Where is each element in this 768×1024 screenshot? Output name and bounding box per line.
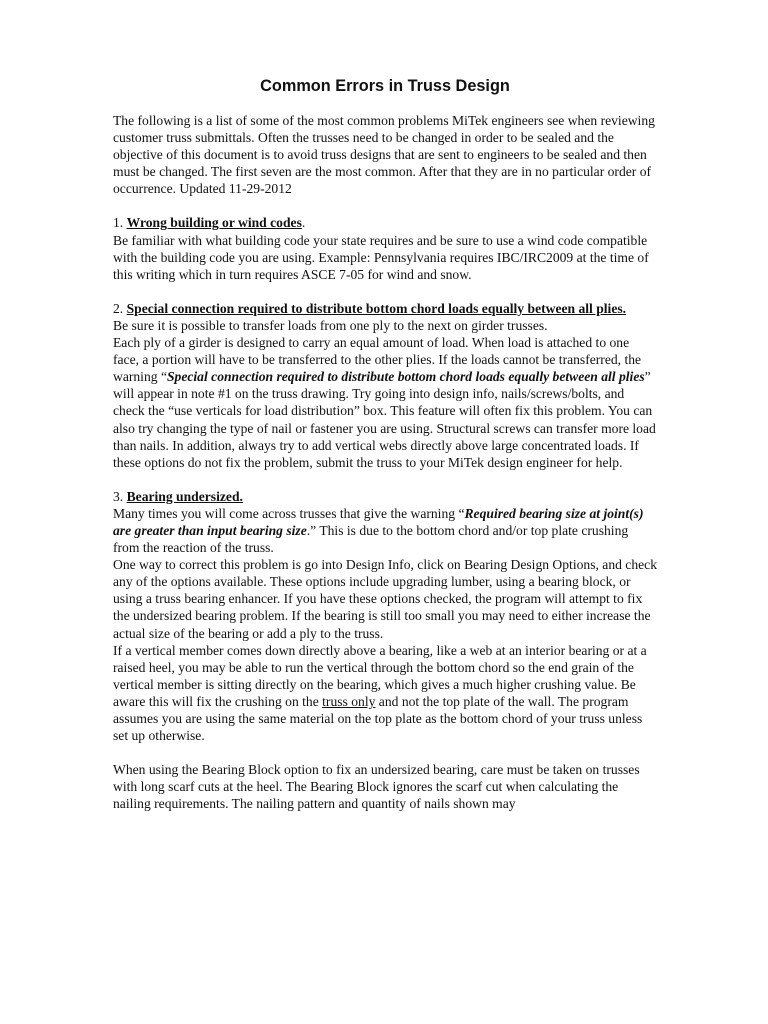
section-2-heading [113, 300, 657, 317]
document-title: Common Errors in Truss Design [260, 77, 510, 95]
section-1-title: Wrong building or wind codes [126, 215, 302, 231]
section-2-text: ” will appear in note #1 on the truss drawing. Try going into design info, nails/screws/bolts, and check the “use verticals for load distribution” box. This feature will often fix this problem. You can also try changing the type of nail or fastener you are using. Structural screws can transfer more load than nails. In addition, always try to add vertical webs directly above large concentrated loads. If these options do not fix the problem, submit the truss to your MiTek design engineer for help. [113, 369, 656, 470]
section-1-number: 1. [113, 215, 127, 231]
section-2-title: Special connection required to distribute bottom chord loads equally between all plies. [126, 300, 627, 316]
section-2-number: 2. [113, 300, 127, 316]
section-2-warning-text: Special connection required to distribute bottom chord loads equally between all plies [166, 369, 645, 385]
section-1-body: Be familiar with what building code your state requires and be sure to use a wind code compatible with the building code you are using. Example: Pennsylvania requires IBC/IRC2009 at the time of this writing which in turn requires ASCE 7-05 for wind and snow. [113, 232, 649, 282]
section-3-paragraph-2: One way to correct this problem is go into Design Info, click on Bearing Design Options, and check any of the options available. These options include upgrading lumber, using a bearing block, or using a truss bearing enhancer. If you have these options checked, the program will attempt to fix the undersized bearing problem. If the bearing is still too small you may need to either increase the actual size of the bearing or add a ply to the truss. [113, 557, 658, 641]
section-3-number: 3. [113, 488, 127, 504]
spacer [113, 283, 657, 300]
section-1-heading-end: . [301, 215, 306, 231]
spacer [113, 744, 657, 761]
spacer [113, 471, 657, 488]
section-1-heading [113, 214, 657, 231]
section-3-paragraph-1 [113, 505, 657, 556]
section-3-title: Bearing undersized. [126, 488, 243, 504]
section-3-text: .” This is due to the bottom chord and/or top plate crushing from the reaction of the truss. [113, 522, 629, 556]
document-page [113, 76, 657, 812]
section-3-text: and not the top plate of the wall. The program assumes you are using the same material on the top plate as the bottom chord of your truss unless set up otherwise. [113, 693, 643, 744]
section-3-underlined-text: truss only [322, 693, 376, 709]
section-3-text: Many times you will come across trusses that give the warning “ [113, 505, 465, 521]
intro-paragraph: The following is a list of some of the most common problems MiTek engineers see when reviewing customer truss submittals. Often the trusses need to be changed in order to be sealed and the objective of this document is to avoid truss designs that are sent to engineers to be sealed and then must be changed. The first seven are the most common. After that they are in no particular order of occurrence. Updated 11-29-2012 [113, 113, 655, 197]
section-2-paragraph-2 [113, 334, 657, 471]
section-3-paragraph-3 [113, 642, 657, 745]
section-3-text: If a vertical member comes down directly above a bearing, like a web at an interior bearing or at a raised heel, you may be able to run the vertical through the bottom chord so the end grain of the vertical member is sitting directly on the bearing, which gives a much higher crushing value. Be aware this will fix the crushing on the [113, 642, 647, 709]
spacer [113, 197, 657, 214]
section-3-heading [113, 488, 657, 505]
section-3-paragraph-4: When using the Bearing Block option to fix an undersized bearing, care must be taken on trusses with long scarf cuts at the heel. The Bearing Block ignores the scarf cut when calculating the nailing requirements. The nailing pattern and quantity of nails shown may [113, 762, 640, 812]
section-3-warning-text: Required bearing size at joint(s) are greater than input bearing size [113, 505, 644, 538]
section-2-text: Each ply of a girder is designed to carry an equal amount of load. When load is attached to one face, a portion will have to be transferred to the other plies. If the loads cannot be transferred, the warning “ [113, 335, 642, 385]
section-2-paragraph-1: Be sure it is possible to transfer loads from one ply to the next on girder trusses. [113, 317, 548, 333]
